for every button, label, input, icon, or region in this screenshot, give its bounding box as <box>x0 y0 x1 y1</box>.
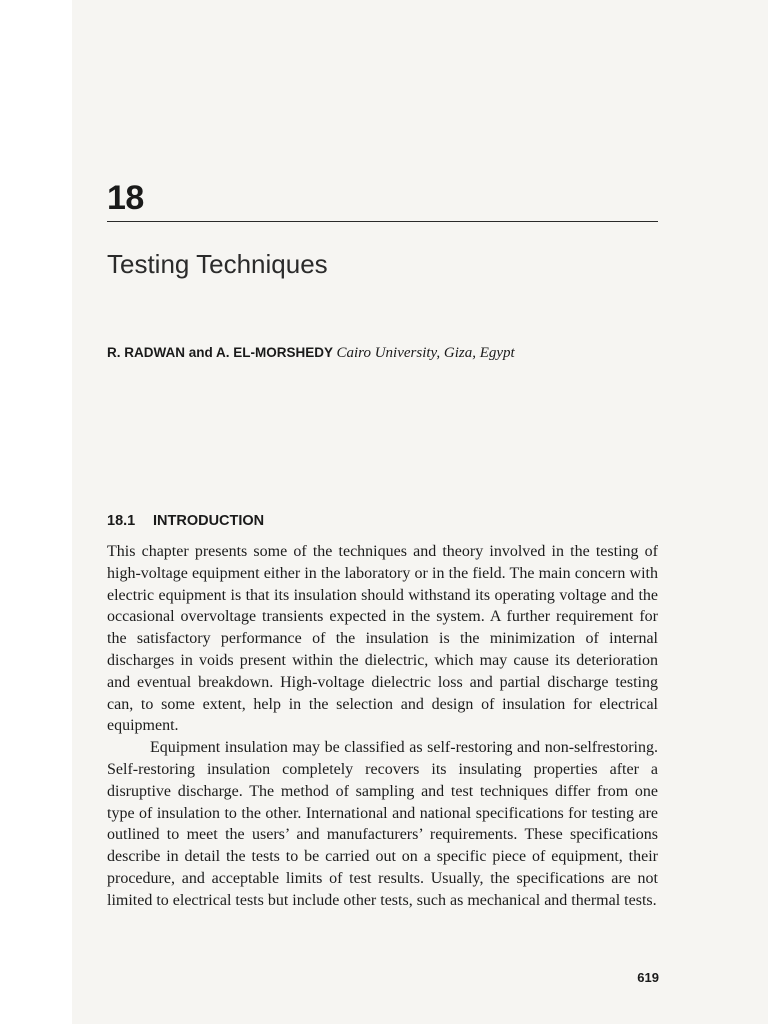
authors: R. RADWAN and A. EL-MORSHEDY <box>107 345 333 360</box>
scan-margin <box>0 0 72 1024</box>
chapter-title: Testing Techniques <box>107 249 328 279</box>
section-heading <box>107 510 264 532</box>
book-page <box>72 0 768 1024</box>
paragraph: Equipment insulation may be classified as self-restoring and non-selfrestoring. Self-restoring insulation completely recovers its insulating properties after a disruptive discharge. The method of sampling and test techniques differ from one type of insulation to the other. International and national specifications for testing are outlined to meet the users’ and manufacturers’ requirements. These specifications describe in detail the tests to be carried out on a specific piece of equipment, their procedure, and acceptable limits of test results. Usually, the specifications are not limited to electrical tests but include other tests, such as mechanical and thermal tests. <box>107 739 658 909</box>
chapter-number: 18 <box>107 179 144 217</box>
section-number: 18.1 <box>107 513 136 529</box>
section-title: INTRODUCTION <box>153 513 265 529</box>
body-text <box>107 541 658 912</box>
page-number: 619 <box>637 970 659 985</box>
chapter-rule <box>107 221 658 222</box>
paragraph: This chapter presents some of the techniques and theory involved in the testing of high-voltage equipment either in the laboratory or in the field. The main concern with electric equipment is that its insulation should withstand its operating voltage and the occasional overvoltage transients expected in the system. A further requirement for the satisfactory performance of the insulation is the minimization of internal discharges in voids present within the dielectric, which may cause its deterioration and eventual breakdown. High-voltage dielectric loss and partial discharge testing can, to some extent, help in the selection and design of insulation for electrical equipment. <box>107 543 658 735</box>
byline <box>107 343 515 364</box>
affiliation: Cairo University, Giza, Egypt <box>336 345 515 361</box>
